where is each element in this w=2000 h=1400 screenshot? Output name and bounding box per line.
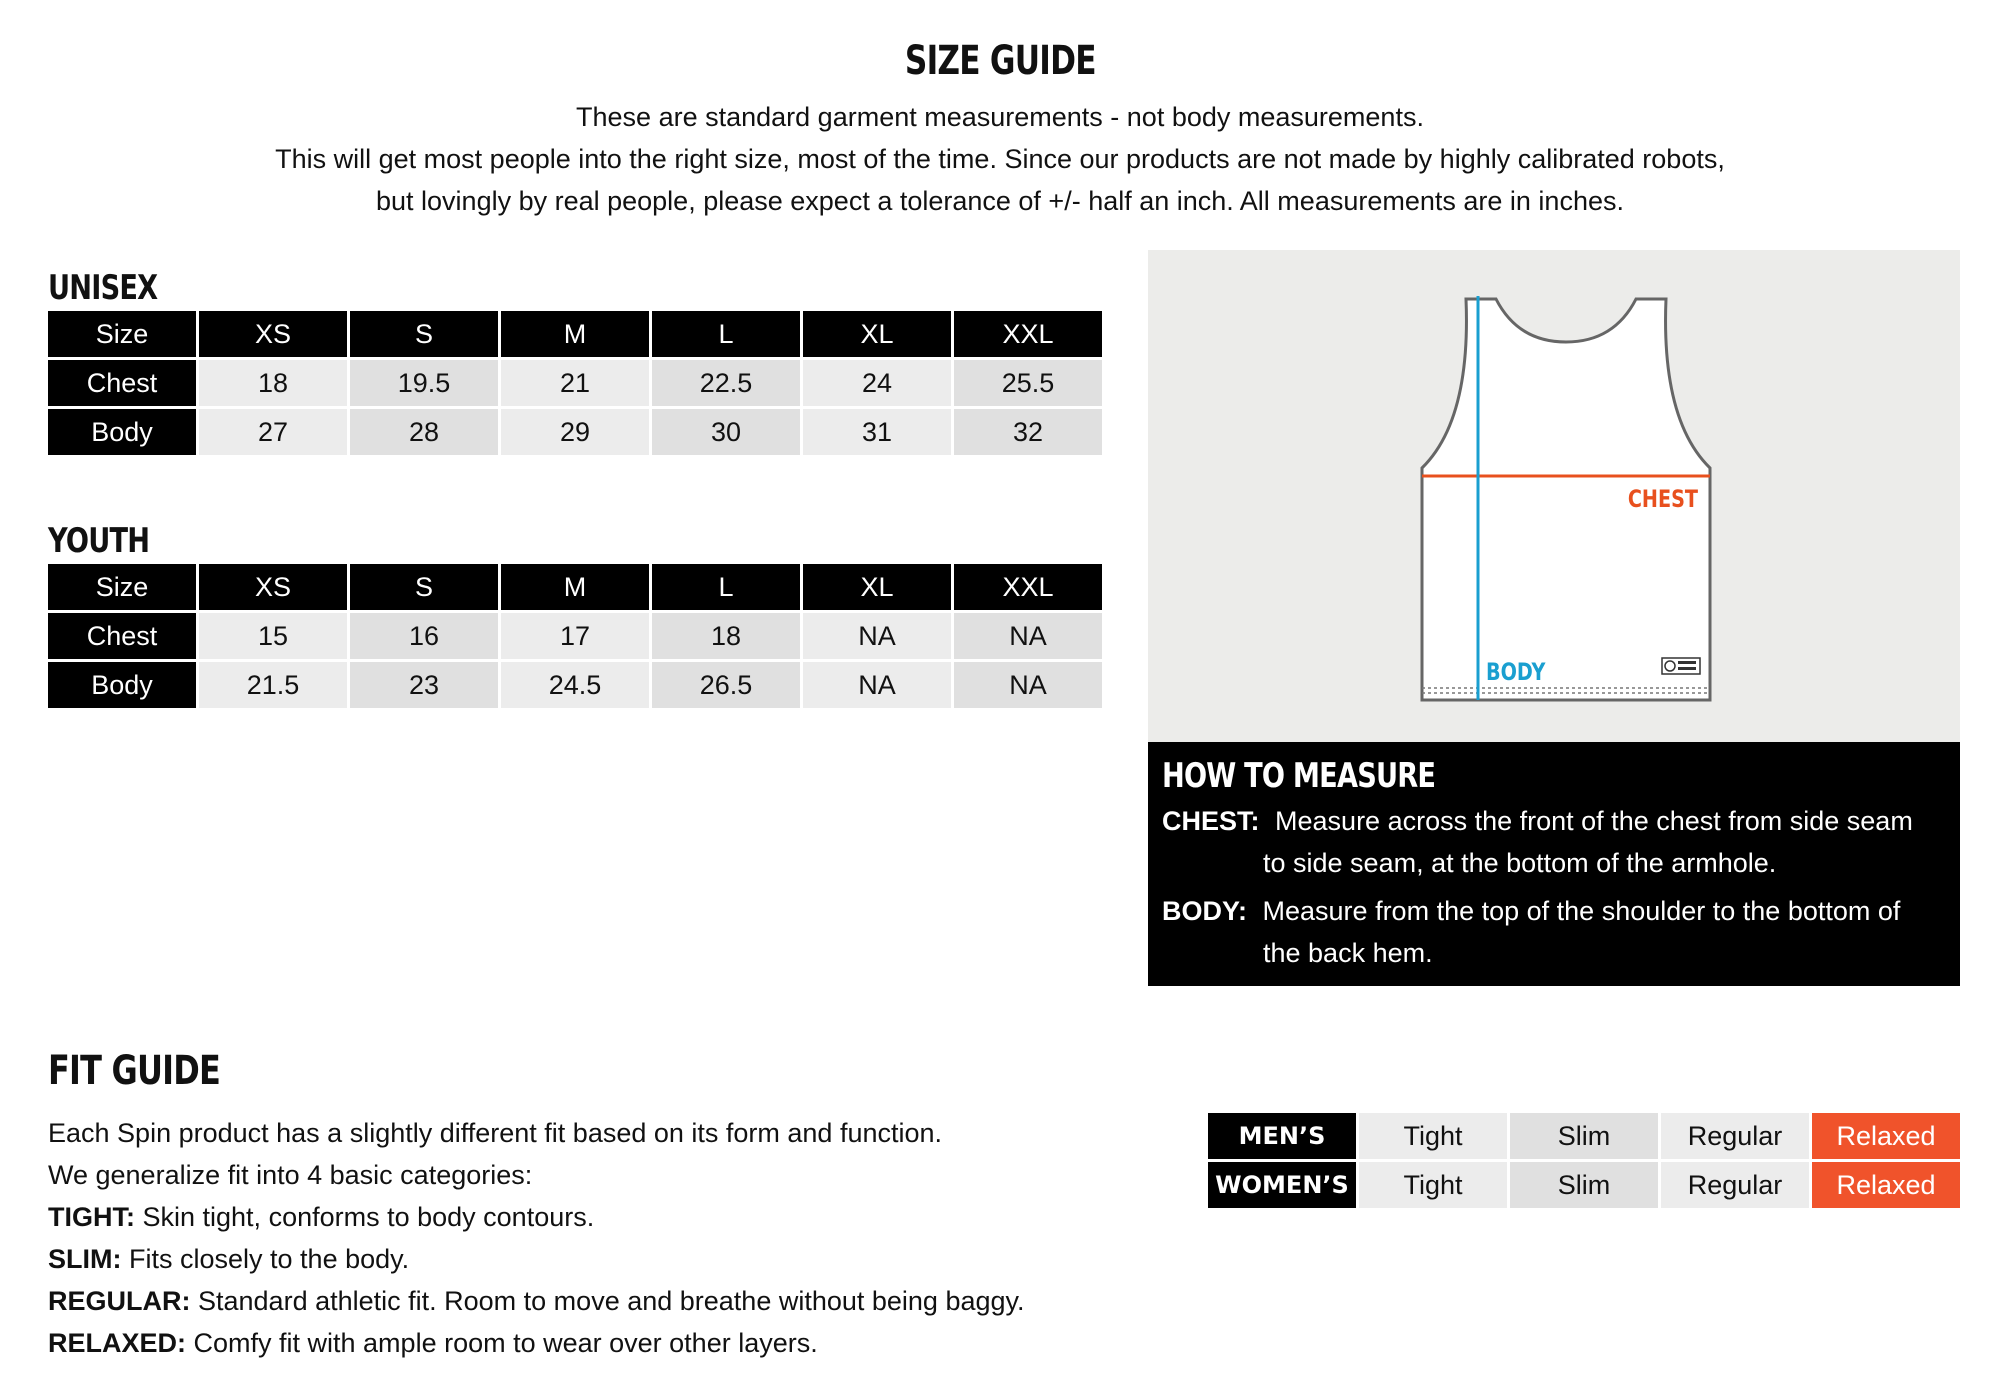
table-cell: 16 bbox=[350, 613, 498, 659]
intro-line-3: but lovingly by real people, please expect a tolerance of +/- half an inch. All measurements are in inches. bbox=[376, 186, 1624, 216]
body-instruction bbox=[1162, 890, 1900, 932]
how-to-measure-panel bbox=[1148, 742, 1960, 986]
fit-relaxed-term: RELAXED: bbox=[48, 1328, 187, 1358]
fit-regular-desc: Standard athletic fit. Room to move and breathe without being baggy. bbox=[190, 1286, 1025, 1316]
table-cell: Size bbox=[48, 564, 196, 610]
table-cell: NA bbox=[954, 662, 1102, 708]
table-cell: Regular bbox=[1661, 1113, 1809, 1159]
table-cell: 17 bbox=[501, 613, 649, 659]
fit-slim-desc: Fits closely to the body. bbox=[121, 1244, 410, 1274]
table-cell: 21.5 bbox=[199, 662, 347, 708]
table-cell: 29 bbox=[501, 409, 649, 455]
table-cell: 22.5 bbox=[652, 360, 800, 406]
table-cell: Tight bbox=[1359, 1113, 1507, 1159]
youth-size-row bbox=[48, 564, 1102, 610]
table-cell: L bbox=[652, 564, 800, 610]
fit-relaxed-line bbox=[48, 1322, 818, 1364]
fit-regular-term: REGULAR: bbox=[48, 1286, 191, 1316]
page-title: SIZE GUIDE bbox=[904, 38, 1096, 84]
row-header: WOMEN’S bbox=[1208, 1162, 1356, 1208]
chest-instruction bbox=[1162, 800, 1913, 842]
unisex-body-row bbox=[48, 409, 1102, 455]
row-header: Chest bbox=[48, 360, 196, 406]
table-cell: XL bbox=[803, 564, 951, 610]
table-cell: 15 bbox=[199, 613, 347, 659]
unisex-heading: UNISEX bbox=[48, 268, 158, 308]
how-to-measure-heading: HOW TO MEASURE bbox=[1162, 756, 1436, 796]
fit-table bbox=[1205, 1110, 1963, 1211]
table-cell: Slim bbox=[1510, 1162, 1658, 1208]
fit-tight-term: TIGHT: bbox=[48, 1202, 135, 1232]
table-cell: NA bbox=[803, 613, 951, 659]
table-cell: 28 bbox=[350, 409, 498, 455]
row-header: Chest bbox=[48, 613, 196, 659]
body-term: BODY: bbox=[1162, 896, 1247, 926]
chest-instruction-line-1: Measure across the front of the chest from side seam bbox=[1275, 806, 1913, 836]
fit-regular-line bbox=[48, 1280, 1025, 1322]
table-cell: Slim bbox=[1510, 1113, 1658, 1159]
table-cell: NA bbox=[803, 662, 951, 708]
row-header: Body bbox=[48, 662, 196, 708]
table-cell: 19.5 bbox=[350, 360, 498, 406]
youth-body-row bbox=[48, 662, 1102, 708]
fit-slim-line bbox=[48, 1238, 409, 1280]
unisex-chest-row bbox=[48, 360, 1102, 406]
highlighted-fit-cell: Relaxed bbox=[1812, 1162, 1960, 1208]
table-cell: 18 bbox=[199, 360, 347, 406]
table-cell: Size bbox=[48, 311, 196, 357]
chest-term: CHEST: bbox=[1162, 806, 1260, 836]
table-cell: 25.5 bbox=[954, 360, 1102, 406]
table-cell: 23 bbox=[350, 662, 498, 708]
table-cell: M bbox=[501, 311, 649, 357]
youth-heading: YOUTH bbox=[48, 521, 150, 561]
fit-slim-term: SLIM: bbox=[48, 1244, 122, 1274]
body-instruction-line-2: the back hem. bbox=[1263, 938, 1433, 968]
fit-row-mens bbox=[1208, 1113, 1960, 1159]
table-cell: M bbox=[501, 564, 649, 610]
table-cell: 21 bbox=[501, 360, 649, 406]
table-cell: 18 bbox=[652, 613, 800, 659]
youth-chest-row bbox=[48, 613, 1102, 659]
intro-line-1: These are standard garment measurements - not body measurements. bbox=[576, 102, 1424, 132]
fit-tight-desc: Skin tight, conforms to body contours. bbox=[135, 1202, 595, 1232]
table-cell: Tight bbox=[1359, 1162, 1507, 1208]
table-cell: 32 bbox=[954, 409, 1102, 455]
table-cell: 30 bbox=[652, 409, 800, 455]
table-cell: 24 bbox=[803, 360, 951, 406]
table-cell: L bbox=[652, 311, 800, 357]
body-instruction-line-1: Measure from the top of the shoulder to the bottom of bbox=[1262, 896, 1901, 926]
table-cell: Regular bbox=[1661, 1162, 1809, 1208]
unisex-size-row bbox=[48, 311, 1102, 357]
unisex-size-table bbox=[45, 308, 1105, 458]
table-cell: S bbox=[350, 311, 498, 357]
brand-tag-icon bbox=[1662, 658, 1700, 674]
table-cell: 31 bbox=[803, 409, 951, 455]
fit-row-womens bbox=[1208, 1162, 1960, 1208]
table-cell: 26.5 bbox=[652, 662, 800, 708]
highlighted-fit-cell: Relaxed bbox=[1812, 1113, 1960, 1159]
row-header: Body bbox=[48, 409, 196, 455]
body-label: BODY bbox=[1486, 659, 1546, 687]
table-cell: XXL bbox=[954, 311, 1102, 357]
fit-tight-line bbox=[48, 1196, 594, 1238]
fit-guide-intro-2: We generalize fit into 4 basic categories: bbox=[48, 1160, 533, 1190]
fit-guide-heading: FIT GUIDE bbox=[48, 1048, 221, 1094]
tank-top-illustration bbox=[1148, 250, 1960, 742]
table-cell: XS bbox=[199, 311, 347, 357]
table-cell: XL bbox=[803, 311, 951, 357]
table-cell: S bbox=[350, 564, 498, 610]
tank-top-diagram bbox=[1148, 250, 1960, 742]
intro-line-2: This will get most people into the right size, most of the time. Since our products are not made by highly calibrated robots, bbox=[275, 144, 1725, 174]
row-header: MEN’S bbox=[1208, 1113, 1356, 1159]
youth-size-table bbox=[45, 561, 1105, 711]
table-cell: 27 bbox=[199, 409, 347, 455]
table-cell: XS bbox=[199, 564, 347, 610]
fit-guide-intro-1: Each Spin product has a slightly different fit based on its form and function. bbox=[48, 1118, 943, 1148]
table-cell: XXL bbox=[954, 564, 1102, 610]
chest-label: CHEST bbox=[1627, 486, 1698, 514]
chest-instruction-line-2: to side seam, at the bottom of the armhole. bbox=[1263, 848, 1777, 878]
fit-relaxed-desc: Comfy fit with ample room to wear over other layers. bbox=[186, 1328, 818, 1358]
table-cell: NA bbox=[954, 613, 1102, 659]
table-cell: 24.5 bbox=[501, 662, 649, 708]
